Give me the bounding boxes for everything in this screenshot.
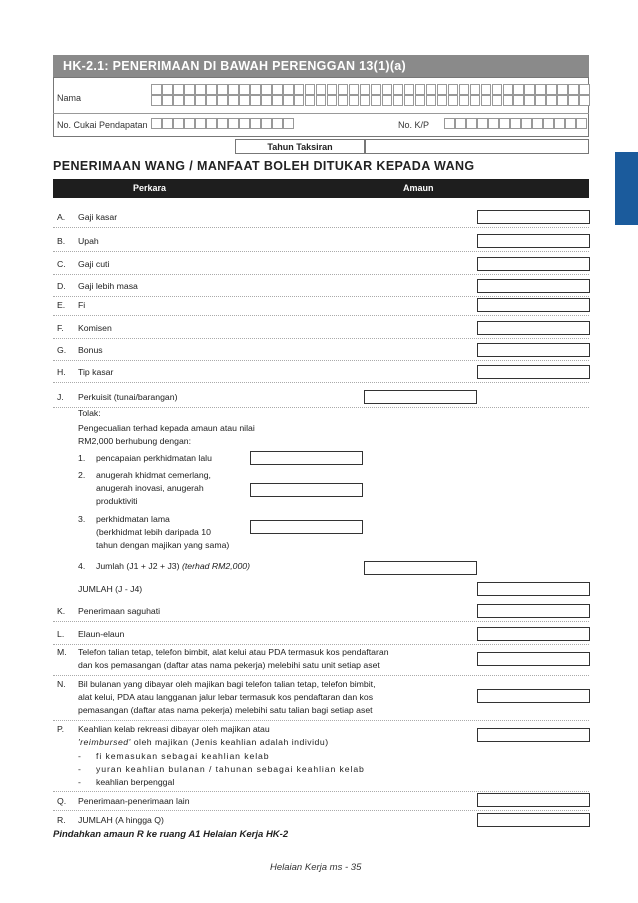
p-dash-2: - <box>78 764 81 774</box>
tahun-taksiran-label: Tahun Taksiran <box>235 139 365 154</box>
char-cell[interactable] <box>492 95 503 106</box>
row-text: Gaji cuti <box>78 259 110 269</box>
char-cell[interactable] <box>338 84 349 95</box>
char-cell[interactable] <box>448 95 459 106</box>
char-cell[interactable] <box>272 95 283 106</box>
char-cell[interactable] <box>513 84 524 95</box>
char-cell[interactable] <box>535 95 546 106</box>
char-cell[interactable] <box>327 95 338 106</box>
amount-box[interactable] <box>477 298 590 312</box>
nama-grid[interactable] <box>151 84 590 106</box>
char-cell[interactable] <box>206 95 217 106</box>
blue-side-tab <box>615 152 638 225</box>
char-cell[interactable] <box>448 84 459 95</box>
j1-text: pencapaian perkhidmatan lalu <box>96 453 212 463</box>
char-cell[interactable] <box>195 95 206 106</box>
row-text: Perkuisit (tunai/barangan) <box>78 392 178 402</box>
char-cell[interactable] <box>481 84 492 95</box>
p-dash-3: - <box>78 777 81 787</box>
char-cell[interactable] <box>283 84 294 95</box>
tolak-label: Tolak: <box>78 408 101 418</box>
char-cell[interactable] <box>546 84 557 95</box>
kp-label: No. K/P <box>398 120 430 130</box>
amount-box[interactable] <box>477 210 590 224</box>
jumlah-j-text: JUMLAH (J - J4) <box>78 584 143 594</box>
char-cell[interactable] <box>283 95 294 106</box>
char-cell[interactable] <box>510 118 521 129</box>
char-cell[interactable] <box>426 84 437 95</box>
char-cell[interactable] <box>151 84 162 95</box>
char-cell[interactable] <box>426 95 437 106</box>
row-letter: C. <box>57 259 66 269</box>
char-cell[interactable] <box>173 84 184 95</box>
char-cell[interactable] <box>305 95 316 106</box>
char-cell[interactable] <box>206 84 217 95</box>
char-cell[interactable] <box>579 95 590 106</box>
row-divider <box>53 810 589 811</box>
r-text: JUMLAH (A hingga Q) <box>78 815 164 825</box>
row-divider <box>53 621 589 622</box>
p-line1: Keahlian kelab rekreasi dibayar oleh majikan atau <box>78 724 270 734</box>
tolak-desc1: Pengecualian terhad kepada amaun atau nilai <box>78 423 255 433</box>
row-divider <box>53 791 589 792</box>
j4-text <box>96 561 250 573</box>
j1-num: 1. <box>78 453 86 463</box>
char-cell[interactable] <box>543 118 554 129</box>
amaun-head: Amaun <box>403 183 434 193</box>
p-dash-1: - <box>78 751 81 761</box>
char-cell[interactable] <box>532 118 543 129</box>
row-divider <box>53 382 589 383</box>
char-cell[interactable] <box>151 118 162 129</box>
char-cell[interactable] <box>162 95 173 106</box>
j2-text-a: anugerah khidmat cemerlang, <box>96 470 211 480</box>
amount-box[interactable] <box>477 604 590 618</box>
char-cell[interactable] <box>228 118 239 129</box>
char-cell[interactable] <box>503 84 514 95</box>
cukai-grid[interactable] <box>151 118 294 129</box>
char-cell[interactable] <box>173 95 184 106</box>
amount-box[interactable] <box>477 279 590 293</box>
char-cell[interactable] <box>327 84 338 95</box>
char-cell[interactable] <box>184 118 195 129</box>
char-cell[interactable] <box>173 118 184 129</box>
char-cell[interactable] <box>568 84 579 95</box>
char-cell[interactable] <box>459 84 470 95</box>
char-cell[interactable] <box>349 95 360 106</box>
page-number <box>270 862 361 873</box>
char-cell[interactable] <box>217 118 228 129</box>
n-line2: alat kelui, PDA atau langganan jalur lebar termasuk kos pendaftaran dan kos <box>78 692 374 702</box>
row-divider <box>53 338 589 339</box>
char-cell[interactable] <box>393 95 404 106</box>
char-cell[interactable] <box>250 84 261 95</box>
char-cell[interactable] <box>162 118 173 129</box>
page-italic: Helaian Kerja <box>270 862 328 873</box>
char-cell[interactable] <box>217 84 228 95</box>
char-cell[interactable] <box>283 118 294 129</box>
char-cell[interactable] <box>316 84 327 95</box>
char-cell[interactable] <box>459 95 470 106</box>
char-cell[interactable] <box>382 95 393 106</box>
p-line2-rest: oleh majikan (Jenis keahlian adalah individu) <box>130 737 329 747</box>
char-cell[interactable] <box>576 118 587 129</box>
char-cell[interactable] <box>316 95 327 106</box>
p-reimbursed: 'reimbursed' <box>78 737 131 747</box>
char-cell[interactable] <box>404 95 415 106</box>
row-text: Elaun-elaun <box>78 629 125 639</box>
char-cell[interactable] <box>579 84 590 95</box>
row-letter: L. <box>57 629 65 639</box>
j1-box[interactable] <box>250 451 363 465</box>
j3-text-b: (berkhidmat lebih daripada 10 <box>96 527 211 537</box>
char-cell[interactable] <box>557 95 568 106</box>
n-letter: N. <box>57 679 66 689</box>
char-cell[interactable] <box>184 84 195 95</box>
j4-num: 4. <box>78 561 86 571</box>
row-divider <box>53 720 589 721</box>
row-letter: F. <box>57 323 64 333</box>
section-title: PENERIMAAN WANG / MANFAAT BOLEH DITUKAR KEPADA WANG <box>53 159 475 173</box>
row-letter: J. <box>57 392 64 402</box>
row-text: Komisen <box>78 323 112 333</box>
table-head <box>53 179 589 198</box>
row-divider <box>53 251 589 252</box>
char-cell[interactable] <box>349 84 360 95</box>
char-cell[interactable] <box>360 84 371 95</box>
row-divider <box>53 644 589 645</box>
char-cell[interactable] <box>565 118 576 129</box>
row-divider <box>53 274 589 275</box>
char-cell[interactable] <box>546 95 557 106</box>
char-cell[interactable] <box>151 95 162 106</box>
char-cell[interactable] <box>499 118 510 129</box>
n-line3: pemasangan (daftar atas nama pekerja) melebihi satu talian bagi setiap aset <box>78 705 373 715</box>
j2-text-b: anugerah inovasi, anugerah <box>96 483 204 493</box>
char-cell[interactable] <box>371 84 382 95</box>
char-cell[interactable] <box>404 84 415 95</box>
char-cell[interactable] <box>455 118 466 129</box>
char-cell[interactable] <box>195 118 206 129</box>
identity-divider <box>53 113 589 114</box>
row-letter: D. <box>57 281 66 291</box>
char-cell[interactable] <box>437 95 448 106</box>
char-cell[interactable] <box>470 84 481 95</box>
r-letter: R. <box>57 815 66 825</box>
amount-box[interactable] <box>477 365 590 379</box>
transfer-note: Pindahkan amaun R ke ruang A1 Helaian Kerja HK-2 <box>53 829 289 840</box>
char-cell[interactable] <box>195 84 206 95</box>
row-letter: B. <box>57 236 66 246</box>
char-cell[interactable] <box>250 95 261 106</box>
m-line1: Telefon talian tetap, telefon bimbit, alat kelui atau PDA termasuk kos pendaftaran <box>78 647 389 657</box>
char-cell[interactable] <box>513 95 524 106</box>
char-cell[interactable] <box>261 118 272 129</box>
char-cell[interactable] <box>382 84 393 95</box>
char-cell[interactable] <box>524 84 535 95</box>
row-letter: K. <box>57 606 66 616</box>
char-cell[interactable] <box>261 84 272 95</box>
amount-box[interactable] <box>477 627 590 641</box>
n-line1: Bil bulanan yang dibayar oleh majikan bagi telefon talian tetap, telefon bimbit, <box>78 679 376 689</box>
char-cell[interactable] <box>360 95 371 106</box>
char-cell[interactable] <box>217 95 228 106</box>
char-cell[interactable] <box>250 118 261 129</box>
row-text: Gaji lebih masa <box>78 281 138 291</box>
p-bullet-3: keahlian berpenggal <box>96 777 175 787</box>
char-cell[interactable] <box>415 95 426 106</box>
j3-box[interactable] <box>250 520 363 534</box>
char-cell[interactable] <box>239 84 250 95</box>
char-cell[interactable] <box>272 118 283 129</box>
p-box[interactable] <box>477 728 590 742</box>
row-text: Gaji kasar <box>78 212 118 222</box>
char-cell[interactable] <box>554 118 565 129</box>
tahun-taksiran-box[interactable] <box>365 139 589 154</box>
char-cell[interactable] <box>568 95 579 106</box>
cukai-label: No. Cukai Pendapatan <box>57 120 148 130</box>
row-letter: E. <box>57 300 66 310</box>
row-divider <box>53 675 589 676</box>
char-cell[interactable] <box>206 118 217 129</box>
char-cell[interactable] <box>305 84 316 95</box>
char-cell[interactable] <box>261 95 272 106</box>
char-cell[interactable] <box>437 84 448 95</box>
row-letter: A. <box>57 212 66 222</box>
section-header: HK-2.1: PENERIMAAN DI BAWAH PERENGGAN 13(1)(a) <box>53 55 589 77</box>
row-divider <box>53 315 589 316</box>
char-cell[interactable] <box>272 84 283 95</box>
jumlah-j-box[interactable] <box>477 582 590 596</box>
row-text: Upah <box>78 236 99 246</box>
j2-text-c: produktiviti <box>96 496 138 506</box>
char-cell[interactable] <box>294 95 305 106</box>
row-divider <box>53 296 589 297</box>
m-line2: dan kos pemasangan (daftar atas nama pekerja) melebihi satu unit setiap aset <box>78 660 380 670</box>
p-bullet-2: yuran keahlian bulanan / tahunan sebagai keahlian kelab <box>96 764 365 774</box>
j4-text-main: Jumlah (J1 + J2 + J3) <box>96 561 182 571</box>
char-cell[interactable] <box>481 95 492 106</box>
char-cell[interactable] <box>239 95 250 106</box>
char-cell[interactable] <box>521 118 532 129</box>
q-text: Penerimaan-penerimaan lain <box>78 796 190 806</box>
char-cell[interactable] <box>228 84 239 95</box>
amount-box[interactable] <box>477 343 590 357</box>
char-cell[interactable] <box>371 95 382 106</box>
j2-num: 2. <box>78 470 86 480</box>
kp-grid[interactable] <box>444 118 587 129</box>
char-cell[interactable] <box>466 118 477 129</box>
r-box[interactable] <box>477 813 590 827</box>
char-cell[interactable] <box>470 95 481 106</box>
amount-box[interactable] <box>364 390 477 404</box>
char-cell[interactable] <box>444 118 455 129</box>
char-cell[interactable] <box>239 118 250 129</box>
m-box[interactable] <box>477 652 590 666</box>
j4-box[interactable] <box>364 561 477 575</box>
char-cell[interactable] <box>488 118 499 129</box>
row-letter: G. <box>57 345 67 355</box>
m-letter: M. <box>57 647 67 657</box>
row-letter: H. <box>57 367 66 377</box>
q-letter: Q. <box>57 796 67 806</box>
char-cell[interactable] <box>557 84 568 95</box>
char-cell[interactable] <box>294 84 305 95</box>
row-divider <box>53 227 589 228</box>
q-box[interactable] <box>477 793 590 807</box>
j4-text-italic: (terhad RM2,000) <box>181 561 251 571</box>
j3-text-a: perkhidmatan lama <box>96 514 170 524</box>
row-text: Penerimaan saguhati <box>78 606 161 616</box>
amount-box[interactable] <box>477 321 590 335</box>
amount-box[interactable] <box>477 257 590 271</box>
row-text: Tip kasar <box>78 367 114 377</box>
char-cell[interactable] <box>162 84 173 95</box>
char-cell[interactable] <box>393 84 404 95</box>
p-letter: P. <box>57 724 65 734</box>
char-cell[interactable] <box>492 84 503 95</box>
perkara-head: Perkara <box>133 183 167 193</box>
nama-label: Nama <box>57 93 82 103</box>
amount-box[interactable] <box>477 234 590 248</box>
j3-num: 3. <box>78 514 86 524</box>
row-divider <box>53 407 589 408</box>
j3-text-c: tahun dengan majikan yang sama) <box>96 540 230 550</box>
char-cell[interactable] <box>415 84 426 95</box>
n-box[interactable] <box>477 689 590 703</box>
char-cell[interactable] <box>338 95 349 106</box>
p-bullet-1: fi kemasukan sebagai keahlian kelab <box>96 751 270 761</box>
row-text: Fi <box>78 300 86 310</box>
char-cell[interactable] <box>228 95 239 106</box>
row-divider <box>53 360 589 361</box>
page-num: ms - 35 <box>327 862 362 873</box>
char-cell[interactable] <box>503 95 514 106</box>
j2-box[interactable] <box>250 483 363 497</box>
char-cell[interactable] <box>477 118 488 129</box>
char-cell[interactable] <box>535 84 546 95</box>
tolak-desc2: RM2,000 berhubung dengan: <box>78 436 192 446</box>
char-cell[interactable] <box>184 95 195 106</box>
char-cell[interactable] <box>524 95 535 106</box>
row-text: Bonus <box>78 345 103 355</box>
p-line2 <box>78 737 329 749</box>
